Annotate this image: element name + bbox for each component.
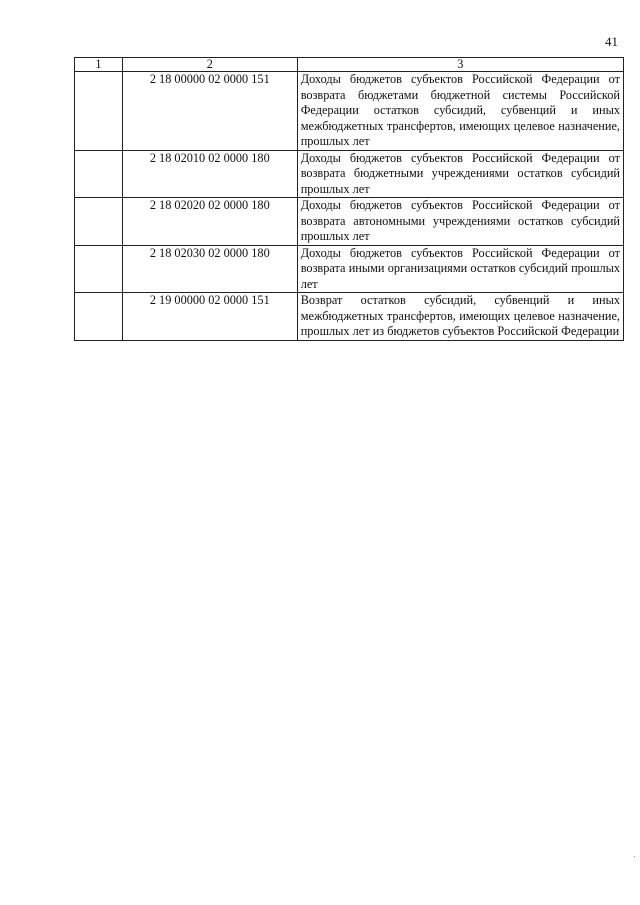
classification-code: 2 19 00000 02 0000 151 bbox=[122, 293, 297, 341]
classification-code: 2 18 02020 02 0000 180 bbox=[122, 198, 297, 246]
page-number: 41 bbox=[605, 34, 618, 49]
income-description: Доходы бюджетов субъектов Российской Федерации от возврата автономными учреждениями остатков субсидий прошлых лет bbox=[297, 198, 623, 246]
row-col1-cell bbox=[75, 150, 123, 198]
classification-code: 2 18 02010 02 0000 180 bbox=[122, 150, 297, 198]
row-col1-cell bbox=[75, 293, 123, 341]
income-description: Доходы бюджетов субъектов Российской Федерации от возврата иными организациями остатков субсидий прошлых лет bbox=[297, 245, 623, 293]
table-row bbox=[75, 245, 624, 293]
column-header-3: 3 bbox=[297, 58, 623, 72]
table-row bbox=[75, 293, 624, 341]
table-row bbox=[75, 198, 624, 246]
budget-classification-table bbox=[74, 57, 624, 341]
table-row bbox=[75, 72, 624, 151]
row-col1-cell bbox=[75, 198, 123, 246]
classification-code: 2 18 02030 02 0000 180 bbox=[122, 245, 297, 293]
classification-code: 2 18 00000 02 0000 151 bbox=[122, 72, 297, 151]
table-row bbox=[75, 150, 624, 198]
row-col1-cell bbox=[75, 72, 123, 151]
income-description: Доходы бюджетов субъектов Российской Федерации от возврата бюджетными учреждениями остатков субсидий прошлых лет bbox=[297, 150, 623, 198]
income-description: Возврат остатков субсидий, субвенций и иных межбюджетных трансфертов, имеющих целевое назначение, прошлых лет из бюджетов субъектов Российской Федерации bbox=[297, 293, 623, 341]
income-description: Доходы бюджетов субъектов Российской Федерации от возврата бюджетами бюджетной системы Российской Федерации остатков субсидий, субвенций и иных межбюджетных трансфертов, имеющих целевое назначение, прошлых лет bbox=[297, 72, 623, 151]
table-header-row bbox=[75, 58, 624, 72]
row-col1-cell bbox=[75, 245, 123, 293]
column-header-2: 2 bbox=[122, 58, 297, 72]
scan-speck bbox=[634, 856, 635, 857]
column-header-1: 1 bbox=[75, 58, 123, 72]
